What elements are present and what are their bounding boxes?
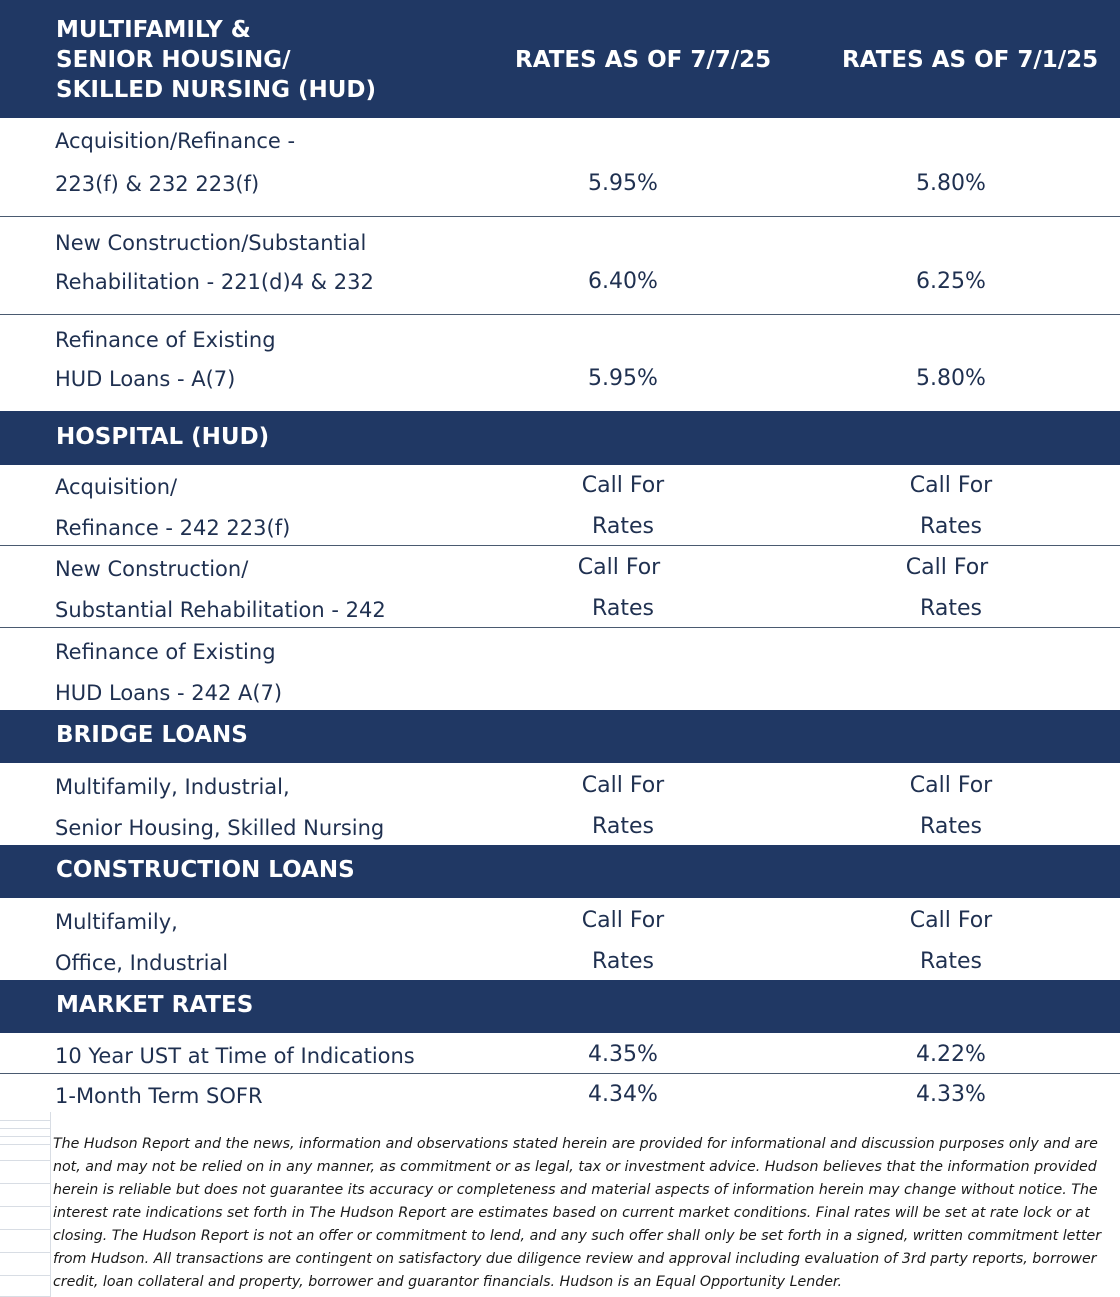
rate-current-line1: Call For xyxy=(581,473,665,498)
rate-current-line2: Rates xyxy=(592,949,654,974)
rate-previous-line1: Call For xyxy=(909,908,993,933)
row-label: 10 Year UST at Time of Indications xyxy=(55,1044,415,1068)
table-row xyxy=(0,898,1120,980)
row-label-line2: Office, Industrial xyxy=(55,951,229,975)
rate-current: 4.34% xyxy=(588,1082,658,1107)
rate-current: 5.95% xyxy=(588,366,658,391)
table-row xyxy=(0,1033,1120,1073)
rate-previous-line1: Call For xyxy=(909,473,993,498)
row-label-line1: Refinance of Existing xyxy=(55,328,276,352)
row-label-line2: HUD Loans - 242 A(7) xyxy=(55,681,283,705)
rate-current: 6.40% xyxy=(588,269,658,294)
table-row xyxy=(0,628,1120,710)
table-row xyxy=(0,763,1120,845)
section-header-market xyxy=(0,980,1120,1033)
title-line-1: MULTIFAMILY & xyxy=(56,17,251,43)
table-row xyxy=(0,315,1120,411)
rate-previous-line1: Call For xyxy=(909,773,993,798)
rate-current-line1: Call For xyxy=(581,908,665,933)
spreadsheet-gridlines xyxy=(0,1112,50,1297)
table-row xyxy=(0,118,1120,216)
section-title: BRIDGE LOANS xyxy=(56,722,248,748)
section-title: MARKET RATES xyxy=(56,992,254,1018)
rate-previous: 4.33% xyxy=(916,1082,986,1107)
table-row xyxy=(0,217,1120,314)
row-label-line2: Rehabilitation - 221(d)4 & 232 xyxy=(55,270,374,294)
row-label-line2: Refinance - 242 223(f) xyxy=(55,516,291,540)
row-label: 1-Month Term SOFR xyxy=(55,1084,263,1108)
row-label-line1: New Construction/Substantial xyxy=(55,231,367,255)
rate-previous-line2: Rates xyxy=(920,514,982,539)
row-label-line1: New Construction/ xyxy=(55,557,249,581)
title-line-3: SKILLED NURSING (HUD) xyxy=(56,77,377,103)
table-header xyxy=(0,0,1120,118)
rate-previous-line2: Rates xyxy=(920,814,982,839)
rate-previous-line2: Rates xyxy=(920,949,982,974)
rate-previous-line1: Call For xyxy=(905,555,989,580)
rate-current: 4.35% xyxy=(588,1042,658,1067)
row-label-line1: Multifamily, xyxy=(55,910,178,934)
rate-current: 5.95% xyxy=(588,171,658,196)
section-header-hospital xyxy=(0,411,1120,465)
section-title: CONSTRUCTION LOANS xyxy=(56,857,355,883)
row-label-line1: Acquisition/Refinance - xyxy=(55,129,296,153)
table-row xyxy=(0,465,1120,545)
rate-current-line2: Rates xyxy=(592,814,654,839)
rate-previous: 6.25% xyxy=(916,269,986,294)
section-header-bridge xyxy=(0,710,1120,763)
section-header-construction xyxy=(0,845,1120,898)
spreadsheet-gridline-vertical xyxy=(50,1112,51,1297)
rate-current-line1: Call For xyxy=(581,773,665,798)
row-label-line1: Refinance of Existing xyxy=(55,640,276,664)
rate-previous-line2: Rates xyxy=(920,596,982,621)
rate-previous: 5.80% xyxy=(916,171,986,196)
row-label-line2: HUD Loans - A(7) xyxy=(55,367,236,391)
section-title: HOSPITAL (HUD) xyxy=(56,424,270,450)
disclaimer-text: The Hudson Report and the news, information and observations stated herein are provided for informational and discussion purposes only and are not, and may not be relied on in any manner, as commitment or as legal, tax or investment advice. Hudson believes that the information provided herein is reliable but does not guarantee its accuracy or completeness and material aspects of information herein may change without notice. The interest rate indications set forth in The Hudson Report are estimates based on current market conditions. Final rates will be set at rate lock or at closing. The Hudson Report is not an offer or commitment to lend, and any such offer shall only be set forth in a signed, written commitment letter from Hudson. All transactions are contingent on satisfactory due diligence review and approval including evaluation of 3rd party reports, borrower credit, loan collateral and property, borrower and guarantor financials. Hudson is an Equal Opportunity Lender. xyxy=(53,1136,1102,1290)
row-label-line1: Multifamily, Industrial, xyxy=(55,775,290,799)
rate-current-line2: Rates xyxy=(592,514,654,539)
title-line-2: SENIOR HOUSING/ xyxy=(56,47,291,73)
table-row xyxy=(0,1074,1120,1114)
column-header-current: RATES AS OF 7/7/25 xyxy=(515,47,772,73)
row-label-line2: Senior Housing, Skilled Nursing xyxy=(55,816,385,840)
rate-current-line1: Call For xyxy=(577,555,661,580)
rate-previous: 5.80% xyxy=(916,366,986,391)
rate-current-line2: Rates xyxy=(592,596,654,621)
column-header-previous: RATES AS OF 7/1/25 xyxy=(842,47,1099,73)
rate-previous: 4.22% xyxy=(916,1042,986,1067)
row-label-line1: Acquisition/ xyxy=(55,475,178,499)
section-title-multifamily xyxy=(56,15,376,105)
row-label-line2: Substantial Rehabilitation - 242 xyxy=(55,598,386,622)
row-label-line2: 223(f) & 232 223(f) xyxy=(55,172,260,196)
table-row xyxy=(0,546,1120,627)
